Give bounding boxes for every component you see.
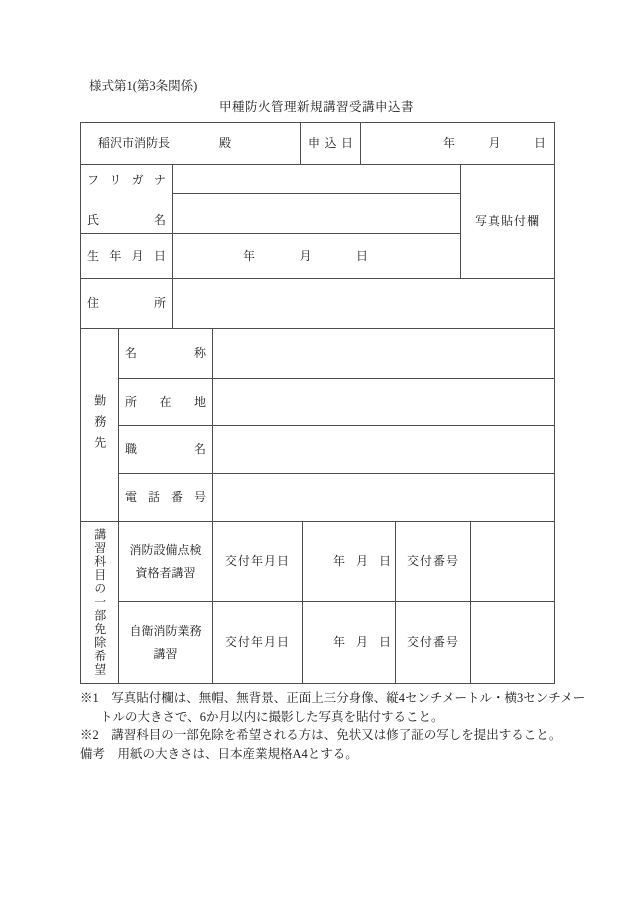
application-date-value-cell[interactable]	[361, 123, 554, 165]
course-a-name-line2: 資格者講習	[135, 565, 196, 580]
furigana-name-label-cell	[81, 165, 173, 234]
course-b-date-units	[303, 635, 395, 649]
workplace-jobtitle-label-cell	[119, 426, 213, 474]
exemption-section-label: 講習科目の一部免除希望	[92, 528, 107, 677]
workplace-phone-input-cell[interactable]	[213, 474, 554, 522]
course-b-name-line2: 講習	[153, 646, 178, 661]
workplace-jobtitle-input-cell[interactable]	[213, 426, 554, 474]
page-title: 甲種防火管理新規講習受講申込書	[218, 100, 414, 114]
honorific-label: 殿	[219, 136, 232, 151]
day-label: 日	[355, 248, 368, 263]
course-a-issue-number-value-cell[interactable]	[471, 522, 554, 602]
month-label: 月	[299, 248, 312, 263]
workplace-location-label: 所 在 地	[125, 394, 206, 409]
name-input-cell[interactable]	[173, 194, 461, 234]
birthdate-label: 生 年 月 日	[87, 248, 166, 263]
birthdate-label-cell	[81, 234, 173, 279]
month-label: 月	[355, 635, 368, 650]
workplace-name-label-cell	[119, 329, 213, 379]
application-date-label-cell	[301, 123, 361, 165]
addressee-label: 稲沢市消防長	[98, 136, 171, 151]
issue-date-label: 交付年月日	[224, 635, 290, 650]
birthdate-value-cell[interactable]	[173, 234, 461, 279]
workplace-name-input-cell[interactable]	[213, 329, 554, 379]
issue-number-label: 交付番号	[406, 554, 459, 569]
address-input-cell[interactable]	[173, 279, 554, 329]
note-biko: 備考 用紙の大きさは、日本産業規格A4とする。	[80, 746, 358, 761]
issue-number-label: 交付番号	[406, 635, 459, 650]
month-label: 月	[355, 554, 368, 569]
birthdate-units	[173, 249, 460, 263]
course-b-issue-date-label-cell	[213, 602, 303, 683]
addressee-cell	[81, 123, 301, 165]
course-a-name-line1: 消防設備点検	[129, 542, 202, 557]
year-label: 年	[333, 635, 346, 650]
course-a-date-units	[303, 554, 395, 568]
address-label-cell	[81, 279, 173, 329]
course-b-name-line1: 自衛消防業務	[129, 623, 202, 638]
workplace-location-input-cell[interactable]	[213, 379, 554, 426]
furigana-label: フ リ ガ ナ	[87, 173, 166, 187]
workplace-jobtitle-label: 職 名	[125, 442, 206, 457]
workplace-name-label: 名 称	[125, 346, 206, 361]
address-label: 住 所	[87, 296, 166, 311]
course-b-issue-date-value-cell[interactable]	[303, 602, 396, 683]
furigana-input-cell[interactable]	[173, 165, 461, 194]
form-code: 様式第1(第3条関係)	[89, 79, 198, 93]
workplace-location-label-cell	[119, 379, 213, 426]
application-form-table	[80, 122, 555, 684]
workplace-phone-label-cell	[119, 474, 213, 522]
note-2: ※2 講習科目の一部免除を希望される方は、免状又は修了証の写しを提出すること。	[80, 728, 562, 743]
day-label: 日	[533, 136, 546, 151]
month-label: 月	[488, 136, 501, 151]
course-a-name-cell	[119, 522, 213, 602]
course-a-issue-date-label-cell	[213, 522, 303, 602]
exemption-section-label-cell	[81, 522, 119, 683]
course-b-issue-number-label-cell	[396, 602, 471, 683]
course-b-issue-number-value-cell[interactable]	[471, 602, 554, 683]
year-label: 年	[243, 248, 256, 263]
note-1-line-2: トルの大きさで、6か月以内に撮影した写真を貼付すること。	[100, 709, 444, 724]
year-label: 年	[443, 136, 456, 151]
day-label: 日	[378, 554, 391, 569]
workplace-phone-label: 電 話 番 号	[125, 490, 206, 505]
application-date-label: 申 込 日	[308, 136, 353, 151]
photo-attachment-box[interactable]	[461, 165, 554, 279]
day-label: 日	[378, 635, 391, 650]
photo-box-label: 写真貼付欄	[474, 214, 540, 229]
workplace-section-label-cell	[81, 329, 119, 522]
course-a-issue-date-value-cell[interactable]	[303, 522, 396, 602]
workplace-section-label: 勤務先	[92, 393, 107, 457]
application-date-units	[361, 136, 554, 150]
name-label: 氏 名	[87, 213, 166, 227]
issue-date-label: 交付年月日	[224, 554, 290, 569]
course-a-issue-number-label-cell	[396, 522, 471, 602]
note-1-line-1: ※1 写真貼付欄は、無帽、無背景、正面上三分身像、縦4センチメートル・横3センチメー	[80, 691, 586, 705]
year-label: 年	[333, 554, 346, 569]
course-b-name-cell	[119, 602, 213, 683]
footnotes	[80, 689, 586, 763]
